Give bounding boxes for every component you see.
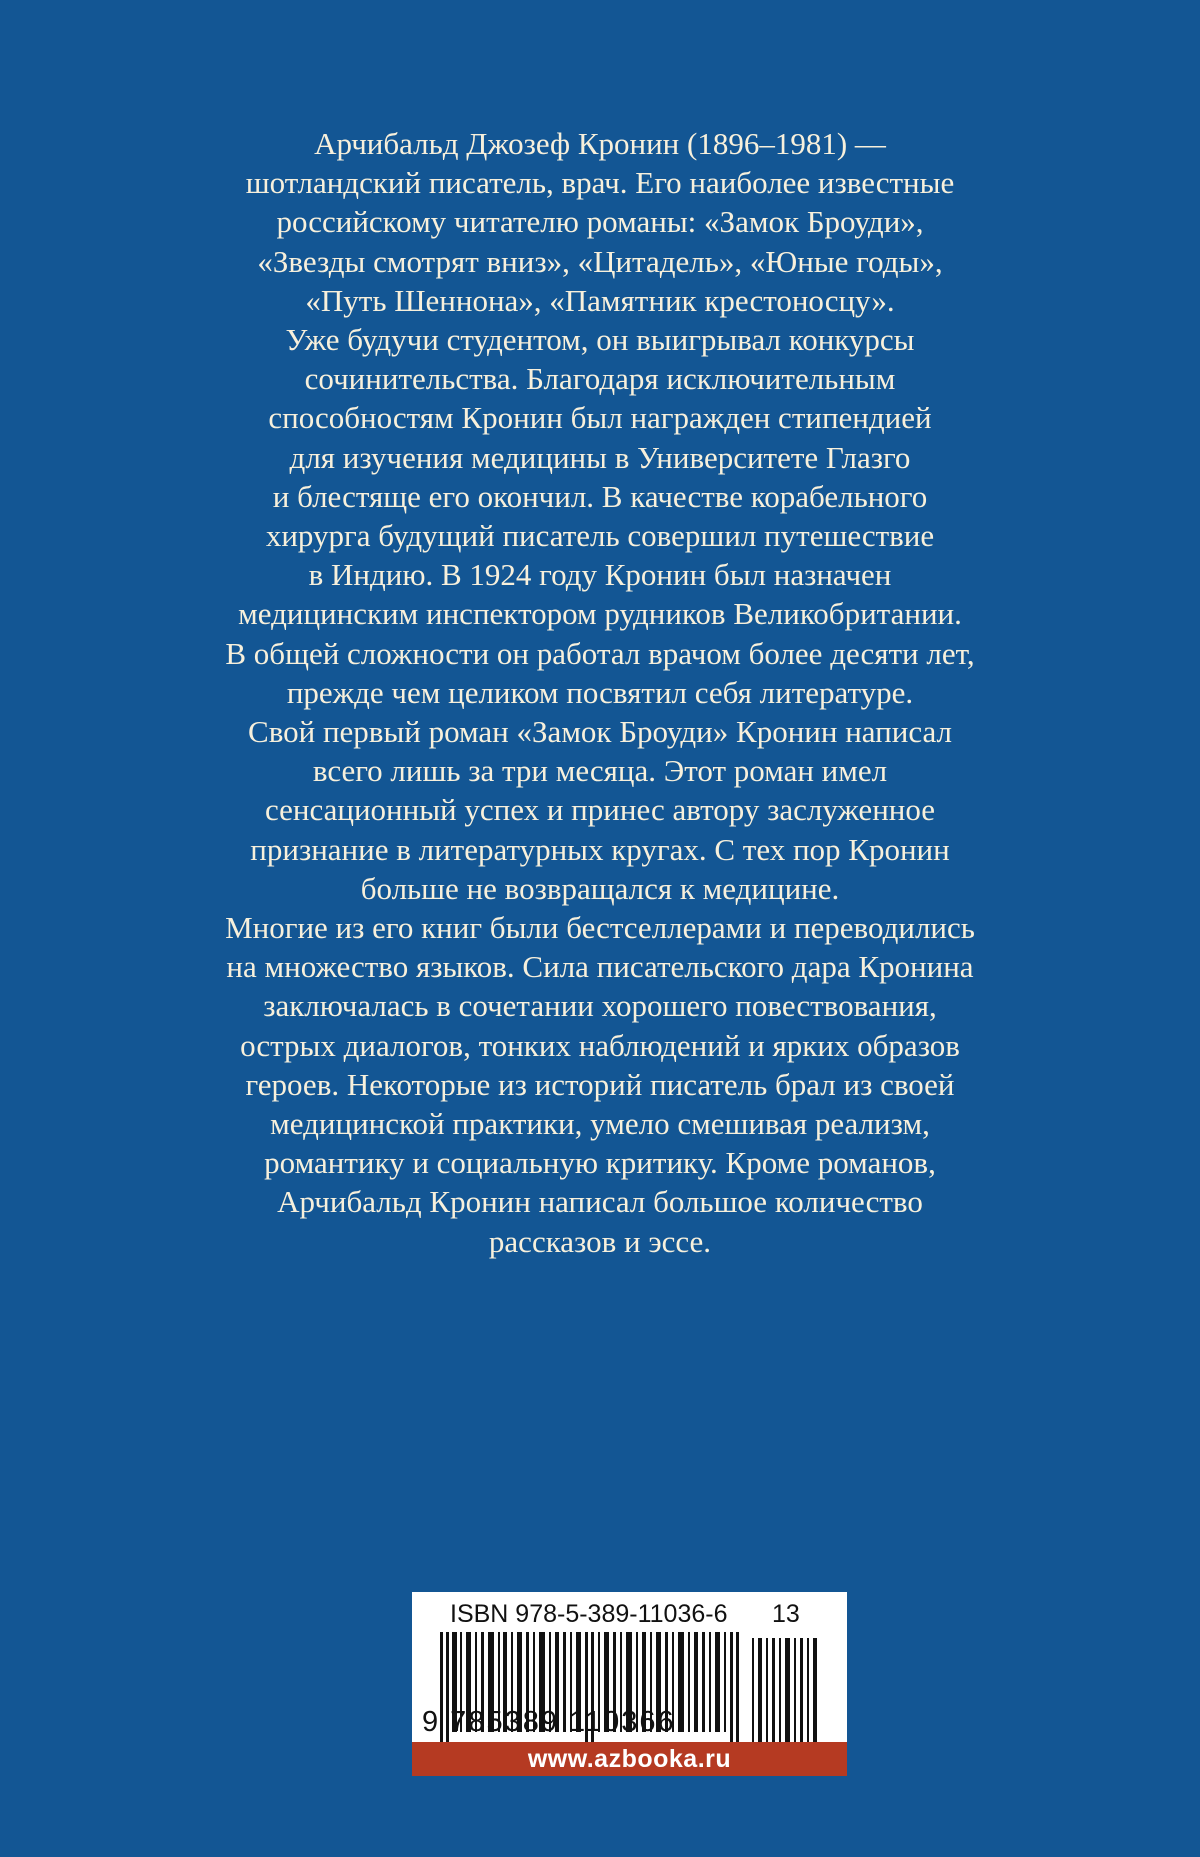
blurb-line: сочинительства. Благодаря исключительным bbox=[304, 361, 896, 397]
blurb-line: острых диалогов, тонких наблюдений и ярких образов bbox=[240, 1027, 960, 1063]
publisher-url-bar bbox=[412, 1742, 847, 1776]
blurb-line: шотландский писатель, врач. Его наиболее известные bbox=[245, 165, 955, 201]
barcode-digits: 9 785389 110366 bbox=[422, 1706, 676, 1738]
blurb-line: «Путь Шеннона», «Памятник крестоносцу». bbox=[305, 282, 895, 318]
blurb-line: и блестяще его окончил. В качестве корабельного bbox=[272, 478, 928, 514]
blurb-line: в Индию. В 1924 году Кронин был назначен bbox=[308, 557, 892, 593]
isbn-label: ISBN 978-5-389-11036-6 bbox=[450, 1600, 728, 1628]
blurb-line: Уже будучи студентом, он выигрывал конкурсы bbox=[285, 322, 915, 358]
blurb-line: медицинским инспектором рудников Великобритании. bbox=[238, 596, 962, 632]
blurb-line: романтику и социальную критику. Кроме романов, bbox=[264, 1145, 936, 1181]
blurb-line: способностям Кронин был награжден стипендией bbox=[268, 400, 932, 436]
blurb-line: российскому читателю романы: «Замок Броуди», bbox=[276, 204, 924, 240]
author-blurb bbox=[150, 124, 1050, 1261]
blurb-line: Многие из его книг были бестселлерами и переводились bbox=[225, 910, 975, 946]
blurb-line: Арчибальд Джозеф Кронин (1896–1981) — bbox=[314, 126, 886, 161]
blurb-line: Арчибальд Кронин написал большое количество bbox=[277, 1184, 923, 1220]
blurb-line: признание в литературных кругах. С тех пор Кронин bbox=[250, 831, 950, 867]
isbn-addon-label: 13 bbox=[772, 1600, 800, 1628]
blurb-line: героев. Некоторые из историй писатель брал из своей bbox=[245, 1066, 955, 1102]
blurb-line: медицинской практики, умело смешивая реализм, bbox=[270, 1106, 930, 1142]
blurb-line: хирурга будущий писатель совершил путешествие bbox=[265, 518, 935, 554]
blurb-line: «Звезды смотрят вниз», «Цитадель», «Юные годы», bbox=[257, 243, 943, 279]
blurb-line: заключалась в сочетании хорошего повествования, bbox=[263, 988, 937, 1024]
blurb-line: больше не возвращался к медицине. bbox=[360, 870, 840, 906]
blurb-line: всего лишь за три месяца. Этот роман имел bbox=[312, 753, 888, 789]
blurb-line: прежде чем целиком посвятил себя литературе. bbox=[286, 674, 914, 710]
blurb-line: рассказов и эссе. bbox=[488, 1223, 712, 1259]
blurb-line: Свой первый роман «Замок Броуди» Кронин написал bbox=[248, 714, 952, 750]
blurb-line: В общей сложности он работал врачом более десяти лет, bbox=[225, 635, 975, 671]
blurb-line: на множество языков. Сила писательского дара Кронина bbox=[226, 949, 974, 985]
blurb-line: для изучения медицины в Университете Глазго bbox=[289, 439, 911, 475]
barcode-addon-bars bbox=[748, 1638, 838, 1742]
isbn-row bbox=[450, 1600, 810, 1630]
blurb-line: сенсационный успех и принес автору заслуженное bbox=[264, 792, 936, 828]
publisher-url[interactable]: www.azbooka.ru bbox=[527, 1744, 732, 1773]
